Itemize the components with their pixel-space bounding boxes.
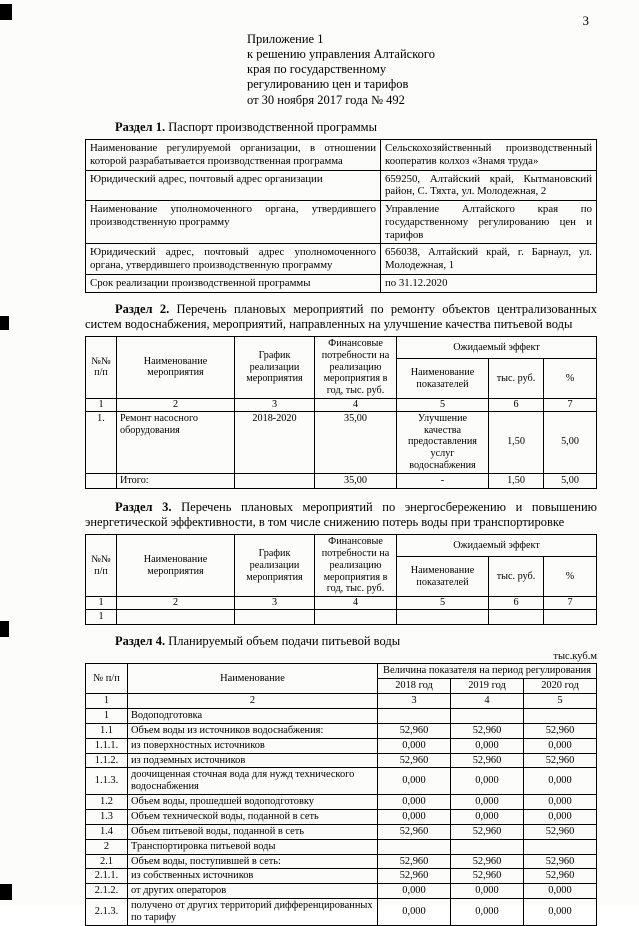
cell-value-2018	[378, 709, 451, 724]
scan-artifact	[0, 621, 9, 637]
cell-schedule: 2018-2020	[235, 411, 315, 473]
cell-pct: 5,00	[544, 411, 597, 473]
column-number-row	[86, 398, 597, 411]
cell-num: 2.1.3.	[86, 899, 128, 926]
cell-rub: 1,50	[489, 473, 544, 488]
col-index: 3	[235, 597, 315, 610]
col-header-schedule: График реализации мероприятия	[235, 535, 315, 597]
appendix-line: к решению управления Алтайского	[247, 47, 435, 62]
cell-value-2018: 52,960	[378, 854, 451, 869]
cell-value-2020: 52,960	[524, 723, 597, 738]
passport-field-label: Юридический адрес, почтовый адрес организации	[86, 170, 381, 200]
cell-name: из собственных источников	[128, 869, 378, 884]
section4-title: Планируемый объем подачи питьевой воды	[168, 633, 401, 648]
cell-value-2018: 0,000	[378, 768, 451, 795]
appendix-line: края по государственному	[247, 62, 387, 77]
cell-num: 2	[86, 839, 128, 854]
cell-num: 1	[86, 709, 128, 724]
col-header-year-2020: 2020 год	[524, 679, 597, 694]
cell-value-2020: 0,000	[524, 795, 597, 810]
cell-name: Объем воды, поступившей в сеть:	[128, 854, 378, 869]
table-row	[86, 753, 597, 768]
passport-field-value: по 31.12.2020	[381, 274, 597, 292]
col-header-effect: Ожидаемый эффект	[397, 336, 597, 358]
col-header-pct: %	[544, 557, 597, 597]
table-row	[86, 839, 597, 854]
unit-label: тыс.куб.м	[553, 651, 597, 663]
col-header-finance: Финансовые потребности на реализацию мероприятия в год, тыс. руб.	[315, 535, 397, 597]
col-index: 5	[397, 597, 489, 610]
passport-field-label: Наименование уполномоченного органа, утвердившего производственную программу	[86, 201, 381, 244]
section1-label: Раздел 1.	[115, 119, 166, 134]
water-volume-table	[85, 663, 597, 925]
col-index: 3	[378, 694, 451, 709]
cell-finance	[315, 610, 397, 625]
col-header-year-2018: 2018 год	[378, 679, 451, 694]
cell-rub	[489, 610, 544, 625]
cell-name: Объем воды из источников водоснабжения:	[128, 723, 378, 738]
cell-name	[117, 610, 235, 625]
cell-value-2020	[524, 709, 597, 724]
cell-value-2018: 0,000	[378, 899, 451, 926]
page-number: 3	[582, 13, 589, 28]
passport-field-value: 659250, Алтайский край, Кытмановский район, С. Тяхта, ул. Молодежная, 2	[381, 170, 597, 200]
table-row	[86, 723, 597, 738]
passport-field-label: Срок реализации производственной программы	[86, 274, 381, 292]
col-index: 4	[315, 597, 397, 610]
passport-field-label: Юридический адрес, почтовый адрес уполномоченного органа, утвердившего производственную программу	[86, 244, 381, 274]
cell-name: Итого:	[117, 473, 235, 488]
cell-value-2019: 52,960	[451, 854, 524, 869]
table-row	[86, 899, 597, 926]
cell-value-2018: 52,960	[378, 824, 451, 839]
passport-field-value: Сельскохозяйственный производственный кооператив колхоз «Знамя труда»	[381, 140, 597, 170]
table-row	[86, 738, 597, 753]
passport-field-value: Управление Алтайского края по государственному регулированию цен и тарифов	[381, 201, 597, 244]
cell-schedule	[235, 473, 315, 488]
cell-num: 2.1.2.	[86, 884, 128, 899]
passport-row	[86, 201, 597, 244]
col-index: 1	[86, 694, 128, 709]
col-index: 4	[451, 694, 524, 709]
cell-value-2018: 0,000	[378, 884, 451, 899]
table-header-row	[86, 535, 597, 557]
cell-value-2019: 0,000	[451, 810, 524, 825]
col-header-schedule: График реализации мероприятия	[235, 336, 315, 398]
cell-num: 1	[86, 610, 117, 625]
col-header-pct: %	[544, 359, 597, 399]
section2-title: Перечень плановых мероприятий по ремонту объектов централизованных систем водоснабжения, мероприятий, направленных на улучшение качества питьевой воды	[85, 301, 597, 332]
cell-num: 1.1.3.	[86, 768, 128, 795]
col-index: 1	[86, 597, 117, 610]
cell-value-2019	[451, 839, 524, 854]
passport-row	[86, 170, 597, 200]
section4-label: Раздел 4.	[115, 633, 166, 648]
cell-value-2020: 0,000	[524, 810, 597, 825]
col-header-num: №№ п/п	[86, 336, 117, 398]
cell-num: 1.1.1.	[86, 738, 128, 753]
section3-heading	[85, 500, 597, 531]
appendix-line: регулированию цен и тарифов	[247, 77, 409, 92]
table-row	[86, 411, 597, 473]
cell-value-2019	[451, 709, 524, 724]
cell-value-2018: 0,000	[378, 738, 451, 753]
energy-measures-table	[85, 534, 597, 625]
col-header-indicator: Наименование показателей	[397, 359, 489, 399]
cell-name: из подземных источников	[128, 753, 378, 768]
column-number-row	[86, 694, 597, 709]
cell-indicator: -	[397, 473, 489, 488]
cell-finance: 35,00	[315, 411, 397, 473]
col-header-name: Наименование мероприятия	[117, 535, 235, 597]
cell-num	[86, 473, 117, 488]
cell-value-2020: 0,000	[524, 738, 597, 753]
cell-indicator: Улучшение качества предоставления услуг водоснабжения	[397, 411, 489, 473]
cell-value-2019: 52,960	[451, 869, 524, 884]
col-header-name: Наименование мероприятия	[117, 336, 235, 398]
cell-value-2019: 52,960	[451, 723, 524, 738]
cell-value-2018: 52,960	[378, 723, 451, 738]
col-header-finance: Финансовые потребности на реализацию мероприятия в год, тыс. руб.	[315, 336, 397, 398]
scan-artifact	[0, 316, 9, 330]
column-number-row	[86, 597, 597, 610]
section3-label: Раздел 3.	[115, 499, 172, 514]
cell-value-2018: 52,960	[378, 869, 451, 884]
cell-value-2020: 0,000	[524, 884, 597, 899]
cell-value-2018	[378, 839, 451, 854]
cell-value-2020: 52,960	[524, 854, 597, 869]
section2-heading	[85, 302, 597, 333]
section1-title: Паспорт производственной программы	[168, 119, 377, 134]
cell-num: 1.	[86, 411, 117, 473]
scan-artifact	[0, 884, 12, 900]
cell-name: из поверхностных источников	[128, 738, 378, 753]
cell-value-2020: 52,960	[524, 824, 597, 839]
cell-value-2020	[524, 839, 597, 854]
cell-value-2020: 0,000	[524, 768, 597, 795]
table-row	[86, 795, 597, 810]
cell-name: Объем воды, прошедшей водоподготовку	[128, 795, 378, 810]
table-row	[86, 768, 597, 795]
cell-value-2019: 0,000	[451, 768, 524, 795]
col-index: 6	[489, 597, 544, 610]
section4-heading	[85, 634, 597, 650]
col-index: 5	[524, 694, 597, 709]
cell-schedule	[235, 610, 315, 625]
col-index: 2	[117, 398, 235, 411]
table-row	[86, 854, 597, 869]
scan-artifact	[0, 4, 12, 20]
col-index: 5	[397, 398, 489, 411]
table-row	[86, 709, 597, 724]
col-header-num: №№ п/п	[86, 535, 117, 597]
cell-finance: 35,00	[315, 473, 397, 488]
cell-value-2020: 0,000	[524, 899, 597, 926]
col-header-rub: тыс. руб.	[489, 557, 544, 597]
col-header-rub: тыс. руб.	[489, 359, 544, 399]
cell-value-2018: 0,000	[378, 795, 451, 810]
cell-name: Объем технической воды, поданной в сеть	[128, 810, 378, 825]
cell-num: 1.2	[86, 795, 128, 810]
appendix-line: от 30 ноября 2017 года № 492	[247, 92, 405, 107]
cell-name: Транспортировка питьевой воды	[128, 839, 378, 854]
cell-pct: 5,00	[544, 473, 597, 488]
passport-field-value: 656038, Алтайский край, г. Барнаул, ул. Молодежная, 1	[381, 244, 597, 274]
cell-indicator	[397, 610, 489, 625]
col-header-period: Величина показателя на период регулирования	[378, 664, 597, 679]
passport-row	[86, 244, 597, 274]
cell-value-2020: 52,960	[524, 869, 597, 884]
cell-name: Ремонт насосного оборудования	[117, 411, 235, 473]
table-header-row	[86, 664, 597, 679]
cell-value-2019: 0,000	[451, 884, 524, 899]
section2-label: Раздел 2.	[115, 301, 170, 316]
section1-heading	[85, 120, 597, 136]
cell-value-2019: 52,960	[451, 753, 524, 768]
cell-value-2018: 0,000	[378, 810, 451, 825]
table-row	[86, 869, 597, 884]
col-index: 2	[117, 597, 235, 610]
col-header-year-2019: 2019 год	[451, 679, 524, 694]
table-header-row	[86, 336, 597, 358]
cell-num: 1.3	[86, 810, 128, 825]
passport-row	[86, 140, 597, 170]
cell-name: Водоподготовка	[128, 709, 378, 724]
col-header-effect: Ожидаемый эффект	[397, 535, 597, 557]
cell-name: доочищенная сточная вода для нужд технического водоснабжения	[128, 768, 378, 795]
col-index: 3	[235, 398, 315, 411]
cell-num: 1.4	[86, 824, 128, 839]
cell-value-2019: 0,000	[451, 738, 524, 753]
col-header-indicator: Наименование показателей	[397, 557, 489, 597]
col-index: 7	[544, 398, 597, 411]
passport-table	[85, 139, 597, 292]
table-row	[86, 810, 597, 825]
appendix-line: Приложение 1	[247, 32, 324, 46]
col-index: 1	[86, 398, 117, 411]
passport-field-label: Наименование регулируемой организации, в отношении которой разрабатывается производственная программа	[86, 140, 381, 170]
col-index: 2	[128, 694, 378, 709]
col-index: 6	[489, 398, 544, 411]
cell-pct	[544, 610, 597, 625]
cell-value-2019: 52,960	[451, 824, 524, 839]
cell-num: 1.1	[86, 723, 128, 738]
cell-value-2020: 52,960	[524, 753, 597, 768]
table-row	[86, 824, 597, 839]
cell-num: 1.1.2.	[86, 753, 128, 768]
cell-name: от других операторов	[128, 884, 378, 899]
cell-value-2019: 0,000	[451, 899, 524, 926]
table-row	[86, 473, 597, 488]
cell-name: получено от других территорий дифференцированных по тарифу	[128, 899, 378, 926]
table-row	[86, 610, 597, 625]
section3-title: Перечень плановых мероприятий по энергосбережению и повышению энергетической эффективности, в том числе снижению потерь воды при транспортировке	[85, 499, 598, 530]
repair-measures-table	[85, 336, 597, 489]
passport-row	[86, 274, 597, 292]
cell-value-2018: 52,960	[378, 753, 451, 768]
col-index: 4	[315, 398, 397, 411]
cell-num: 2.1.1.	[86, 869, 128, 884]
cell-name: Объем питьевой воды, поданной в сеть	[128, 824, 378, 839]
cell-num: 2.1	[86, 854, 128, 869]
appendix-header	[247, 32, 597, 108]
col-header-name: Наименование	[128, 664, 378, 694]
col-header-num: № п/п	[86, 664, 128, 694]
table-row	[86, 884, 597, 899]
cell-value-2019: 0,000	[451, 795, 524, 810]
cell-rub: 1,50	[489, 411, 544, 473]
col-index: 7	[544, 597, 597, 610]
